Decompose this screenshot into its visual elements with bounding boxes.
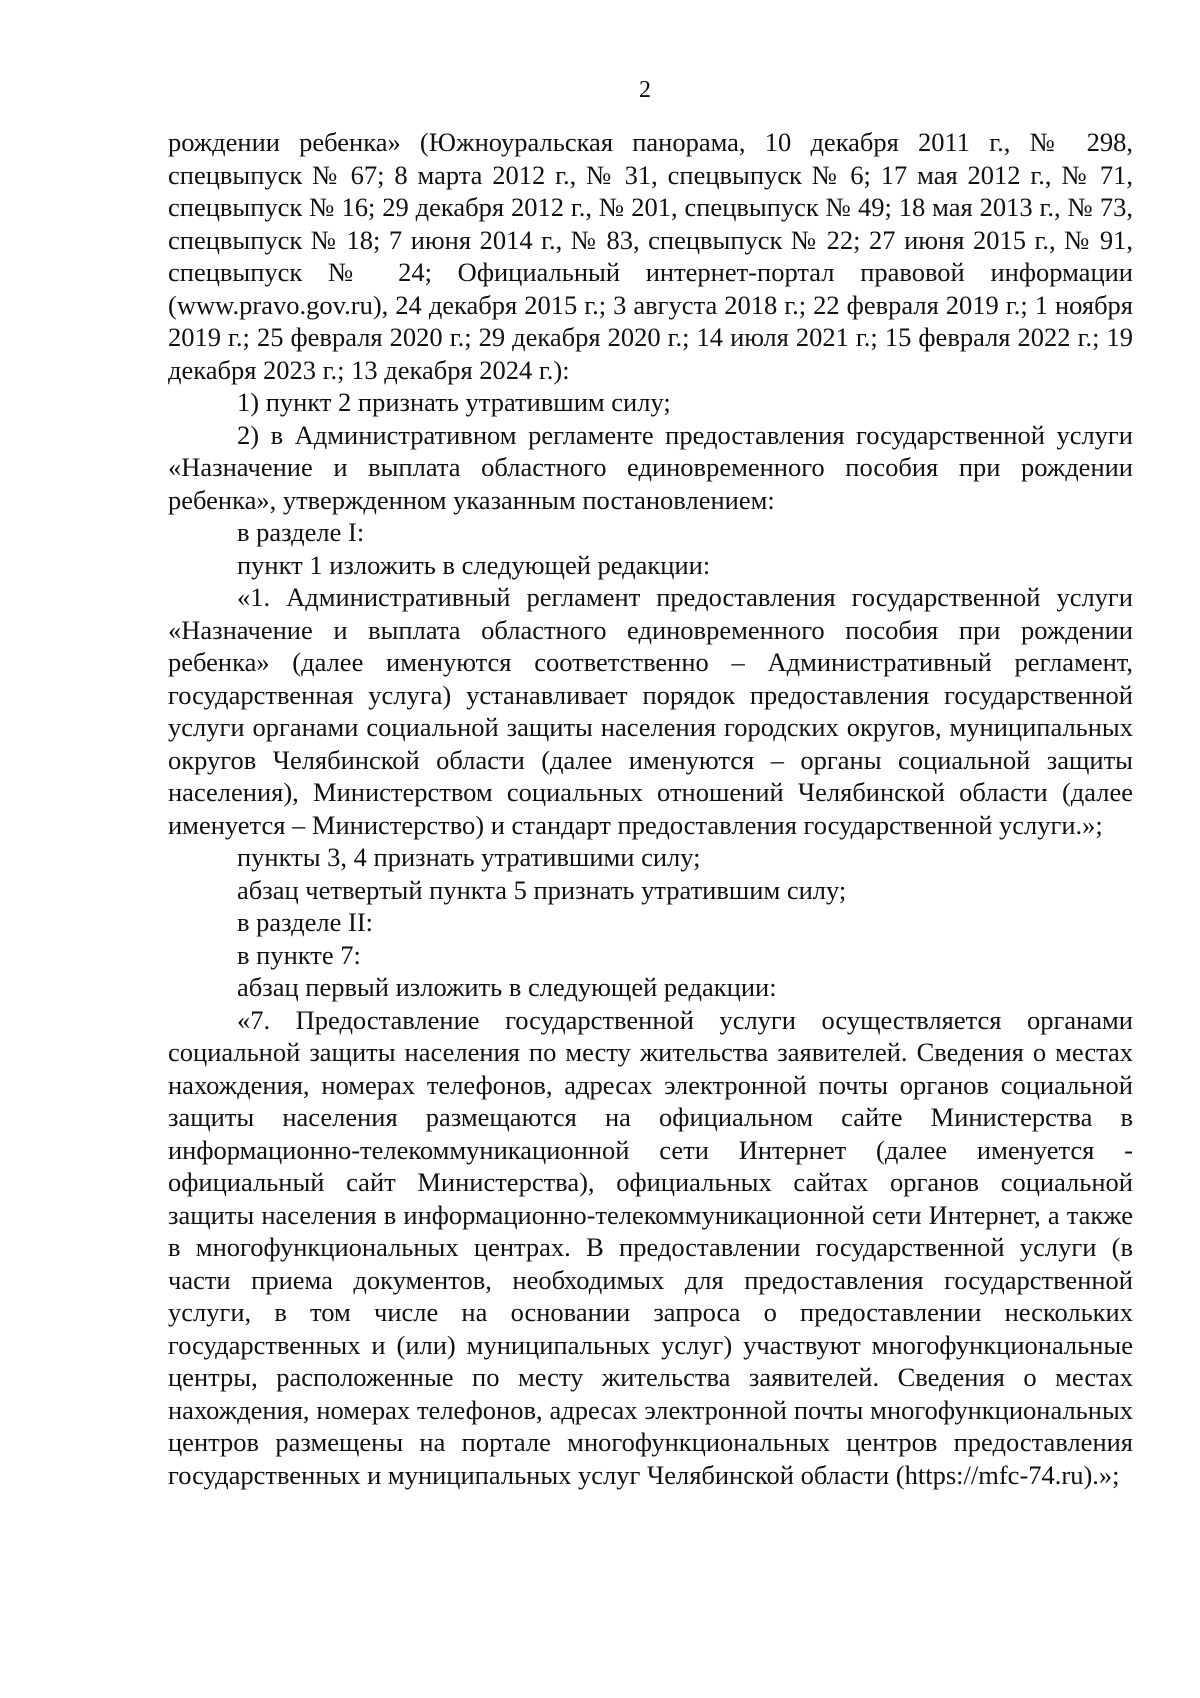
paragraph-point-5: абзац четвертый пункта 5 признать утратившим силу; [237,874,847,905]
paragraph-item-2: 2) в Административном регламенте предоставления государственной услуги «Назначение и выплата областного единовременного пособия при рождении ребенка», утвержденном указанным постановлением: [168,419,1133,515]
paragraph-point-7-intro: в пункте 7: [237,939,361,970]
paragraph-section-2: в разделе II: [237,907,374,937]
paragraph-point-7-text: «7. Предоставление государственной услуги осуществляется органами социальной защиты населения по месту жительства заявителей. Сведения о местах нахождения, номерах телефонов, адресах электронной почты органов социальной защиты населения размещаются на официальном сайте Министерства в информационно-телекоммуникационной сети Интернет (далее именуется - официальный сайт Министерства), официальных сайтах органов социальной защиты населения в информационно-телекоммуникационной сети Интернет, а также в многофункциональных центрах. В предоставлении государственной услуги (в части приема документов, необходимых для предоставления государственной услуги, в том числе на основании запроса о предоставлении нескольких государственных и (или) муниципальных услуг) участвуют многофункциональные центры, расположенные по месту жительства заявителей. Сведения о местах нахождения, номерах телефонов, адресах электронной почты многофункциональных центров размещены на портале многофункциональных центров предоставления государственных и муниципальных услуг Челябинской области (https://mfc-74.ru).»; [168,1004,1133,1490]
paragraph-section-1: в разделе I: [237,517,365,547]
paragraph-points-3-4: пункты 3, 4 признать утратившими силу; [237,842,701,872]
paragraph-item-1: 1) пункт 2 признать утратившим силу; [237,387,671,417]
paragraph-point-1-text: «1. Административный регламент предоставления государственной услуги «Назначение и выплата областного единовременного пособия при рождении ребенка» (далее именуются соответственно – Административный регламент, государственная услуга) устанавливает порядок предоставления государственной услуги органами социальной защиты населения городских округов, муниципальных округов Челябинской области (далее именуются – органы социальной защиты населения), Министерством социальных отношений Челябинской области (далее именуется – Министерство) и стандарт предоставления государственной услуги.»; [168,582,1133,840]
paragraph-point-1-intro: пункт 1 изложить в следующей редакции: [237,549,711,580]
paragraph-point-7-first: абзац первый изложить в следующей редакции: [237,972,777,1002]
paragraph-continuation: рождении ребенка» (Южноуральская панорама, 10 декабря 2011 г., № 298, спецвыпуск № 67; 8 марта 2012 г., № 31, спецвыпуск № 6; 17 мая 2012 г., № 71, спецвыпуск № 16; 29 декабря 2012 г., № 201, спецвыпуск № 49; 18 мая 2013 г., № 73, спецвыпуск № 18; 7 июня 2014 г., № 83, спецвыпуск № 22; 27 июня 2015 г., № 91, спецвыпуск № 24; Официальный интернет-портал правовой информации (www.pravo.gov.ru), 24 декабря 2015 г.; 3 августа 2018 г.; 22 февраля 2019 г.; 1 ноября 2019 г.; 25 февраля 2020 г.; 29 декабря 2020 г.; 14 июля 2021 г.; 15 февраля 2022 г.; 19 декабря 2023 г.; 13 декабря 2024 г.): [168,127,1133,385]
document-body [168,126,1133,1491]
page-number: 2 [639,77,651,103]
